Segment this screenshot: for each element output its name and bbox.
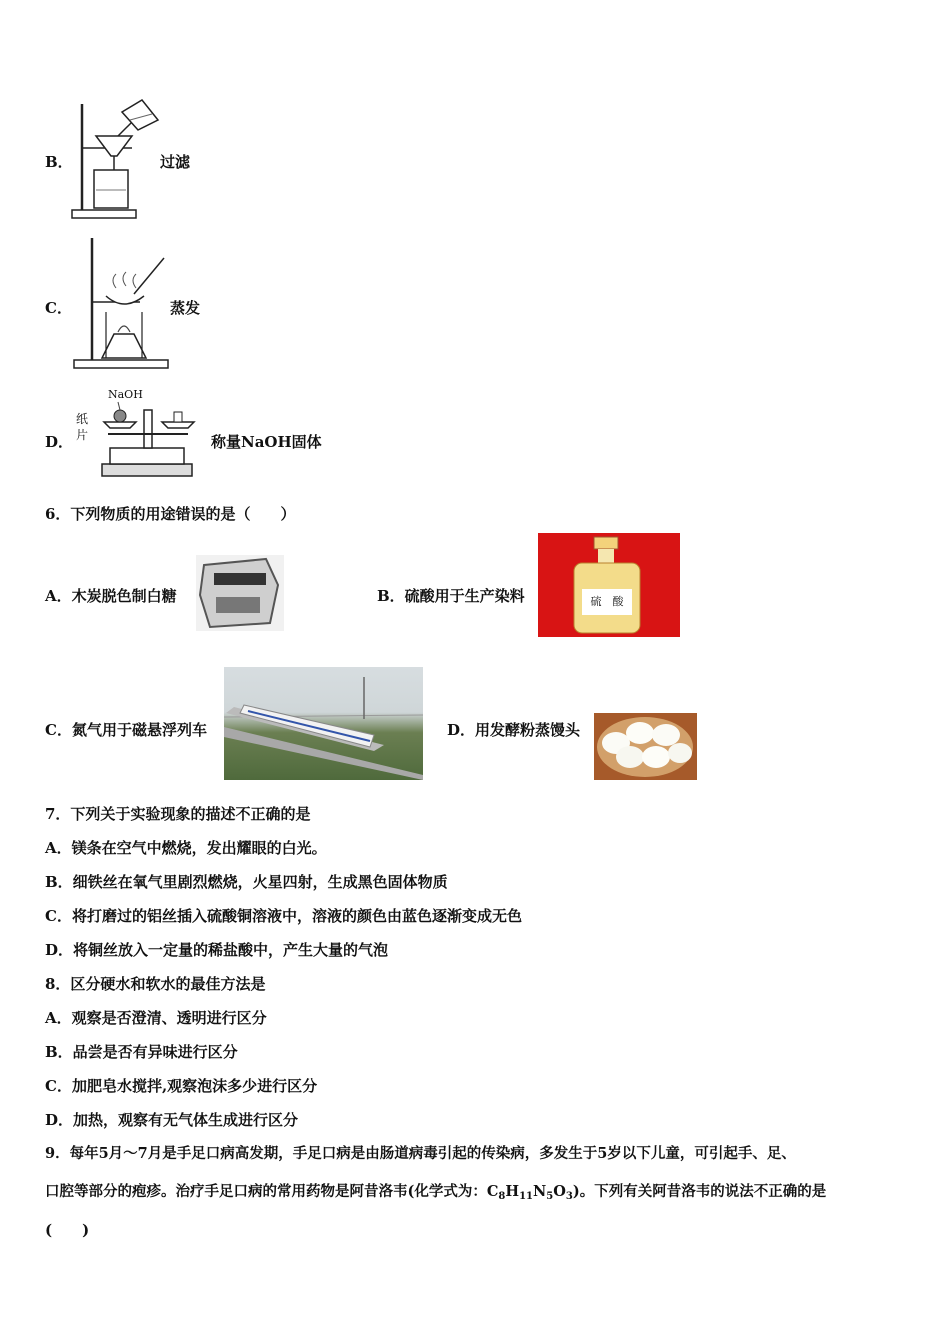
q5-option-b-text: 过滤 [160,153,191,171]
q9-line-1: 9．每年5月～7月是手足口病高发期，手足口病是由肠道病毒引起的传染病，多发生于5岁以下儿童，可引起手、足、 [45,1145,796,1162]
q7-option-d: D．将铜丝放入一定量的稀盐酸中，产生大量的气泡 [45,941,389,959]
q5-option-c-letter: C． [45,299,72,317]
q6-option-a: A．木炭脱色制白糖 [45,587,177,605]
paper-figure-label-2: 片 [76,428,89,442]
q6-option-d: D．用发酵粉蒸馒头 [447,721,581,739]
q9-line-3: ( ) [45,1221,90,1239]
q9-line-2-post: )。下列有关阿昔洛韦的说法不正确的是 [572,1183,827,1200]
balance-drawing [74,388,210,480]
q8-option-c: C．加肥皂水搅拌,观察泡沫多少进行区分 [45,1077,318,1095]
q8-option-d: D．加热，观察有无气体生成进行区分 [45,1111,299,1129]
bottle-label: 硫 酸 [582,589,632,615]
q7-option-a: A．镁条在空气中燃烧，发出耀眼的白光。 [45,839,327,857]
paper-figure-label-1: 纸 [76,412,89,426]
q6-option-c: C．氮气用于磁悬浮列车 [45,721,207,739]
balance-figure [74,388,210,480]
q7-option-b: B．细铁丝在氧气里剧烈燃烧，火星四射，生成黑色固体物质 [45,873,448,891]
q7-stem: 7．下列关于实验现象的描述不正确的是 [45,805,311,823]
q5-option-c-text: 蒸发 [170,299,201,317]
maglev-train-photo [224,667,423,780]
q6-stem: 6．下列物质的用途错误的是（ ） [45,505,296,523]
charcoal-bag-photo [196,555,284,631]
q7-option-c: C．将打磨过的铝丝插入硫酸铜溶液中，溶液的颜色由蓝色逐渐变成无色 [45,907,522,925]
evaporation-apparatus-figure [72,234,172,372]
q8-option-a: A．观察是否澄清、透明进行区分 [45,1009,267,1027]
q8-option-b: B．品尝是否有异味进行区分 [45,1043,238,1061]
sulfuric-acid-bottle-photo [538,533,680,637]
q6-option-b: B．硫酸用于生产染料 [377,587,525,605]
q8-stem: 8．区分硬水和软水的最佳方法是 [45,975,266,993]
steamed-buns-photo [594,713,697,780]
acyclovir-formula: $C_8H_{11}N_5O_3$ [486,1183,573,1202]
q9-line-2-pre: 口腔等部分的疱疹。治疗手足口病的常用药物是阿昔洛韦(化学式为： [45,1183,487,1200]
naoh-figure-label: NaOH [108,388,143,401]
q5-option-b-letter: B． [45,153,73,171]
q5-option-d-letter: D． [45,433,74,451]
q9-line-2 [45,1182,826,1207]
q5-option-d-text: 称量NaOH固体 [211,433,322,451]
filtration-apparatus-figure [70,98,165,222]
